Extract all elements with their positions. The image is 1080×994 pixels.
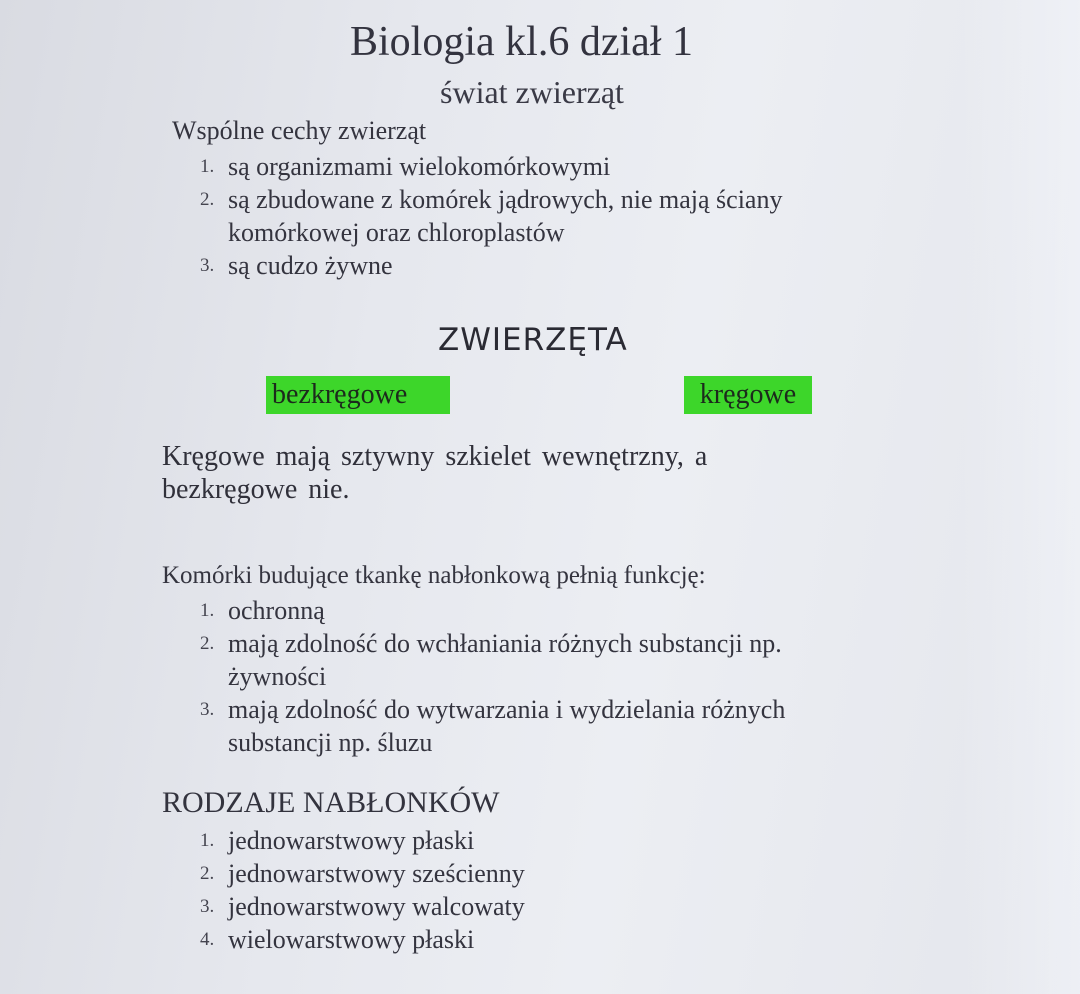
list-number: 1. — [200, 156, 215, 177]
list-item — [200, 923, 800, 956]
list-item-text: jednowarstwowy płaski — [228, 826, 475, 855]
epithelium-functions-list — [200, 594, 880, 759]
classification-title: ZWIERZĘTA — [438, 322, 628, 358]
vertebrates-label: kręgowe — [684, 376, 812, 414]
list-item — [200, 693, 888, 759]
list-number: 3. — [200, 699, 215, 720]
list-number: 2. — [200, 863, 215, 884]
list-item — [200, 890, 800, 923]
list-item-text: ochronną — [228, 596, 325, 625]
list-item — [200, 824, 800, 857]
types-heading: RODZAJE NABŁONKÓW — [162, 786, 500, 819]
list-item-text: jednowarstwowy sześcienny — [228, 859, 525, 888]
list-item-text: są cudzo żywne — [228, 251, 393, 280]
list-item-text: jednowarstwowy walcowaty — [228, 892, 525, 921]
epithelium-heading: Komórki budujące tkankę nabłonkową pełnią funkcję: — [162, 562, 706, 589]
screen-glare — [960, 0, 1080, 994]
list-number: 2. — [200, 633, 215, 654]
traits-heading: Wspólne cechy zwierząt — [172, 116, 427, 145]
list-item — [200, 594, 880, 627]
list-item — [200, 150, 880, 183]
list-number: 1. — [200, 600, 215, 621]
list-item — [200, 857, 800, 890]
invertebrates-label: bezkręgowe — [266, 376, 450, 414]
list-number: 2. — [200, 189, 215, 210]
list-item — [200, 249, 880, 282]
list-item-text: są zbudowane z komórek jądrowych, nie mają ściany komórkowej oraz chloroplastów — [228, 185, 783, 247]
traits-list — [200, 150, 880, 282]
list-number: 4. — [200, 929, 215, 950]
list-number: 3. — [200, 896, 215, 917]
skeleton-note: Kręgowe mają sztywny szkielet wewnętrzny, a bezkręgowe nie. — [162, 441, 708, 505]
epithelium-types-list — [200, 824, 800, 956]
list-number: 1. — [200, 830, 215, 851]
list-item-text: mają zdolność do wchłaniania różnych substancji np. żywności — [228, 629, 782, 691]
page-title: Biologia kl.6 dział 1 — [350, 19, 693, 65]
list-number: 3. — [200, 255, 215, 276]
list-item-text: wielowarstwowy płaski — [228, 925, 475, 954]
page-subtitle: świat zwierząt — [440, 74, 624, 110]
list-item-text: mają zdolność do wytwarzania i wydzielania różnych substancji np. śluzu — [228, 695, 786, 757]
list-item — [200, 627, 878, 693]
list-item-text: są organizmami wielokomórkowymi — [228, 152, 611, 181]
list-item — [200, 183, 888, 249]
